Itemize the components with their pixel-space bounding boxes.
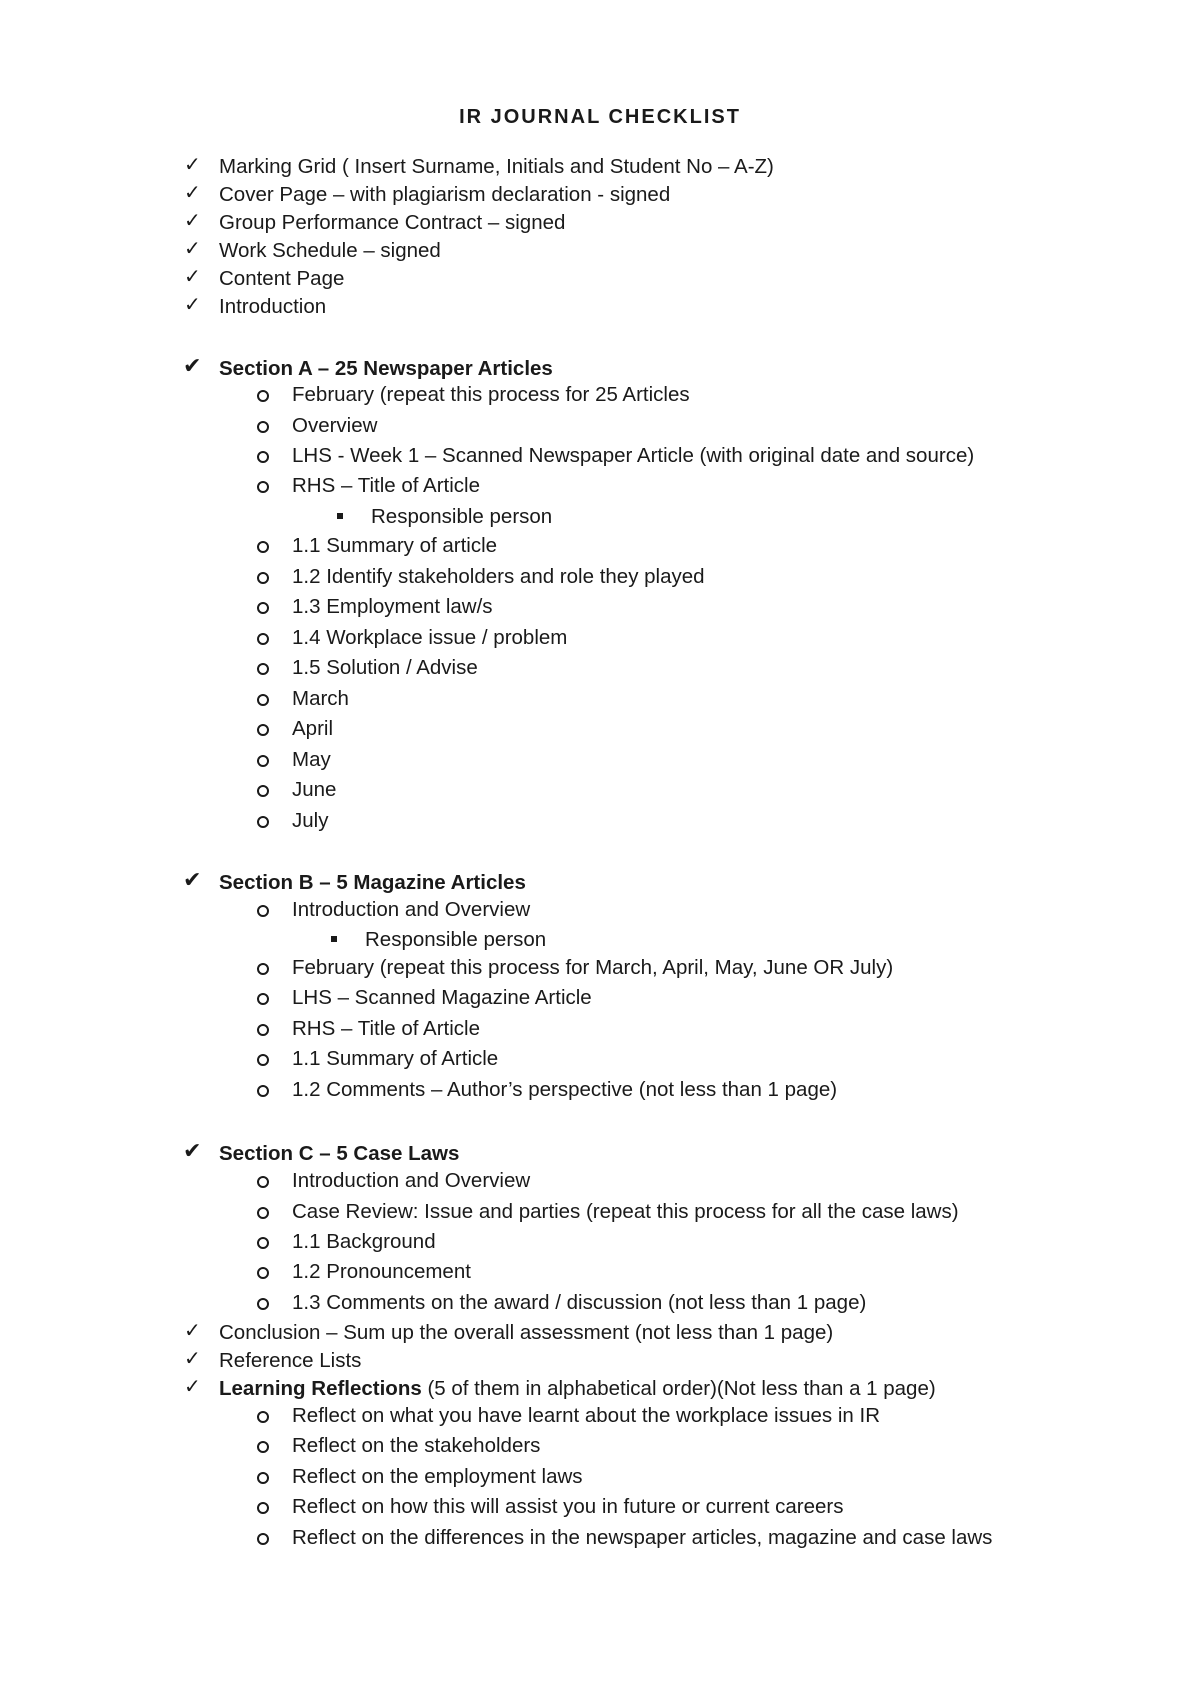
check-bold-icon: ✔ [183,353,202,378]
circle-bullet-icon [257,451,269,463]
list-item: LHS – Scanned Magazine Article [292,986,592,1009]
list-item: 1.3 Comments on the award / discussion (not less than 1 page) [292,1291,867,1314]
circle-bullet-icon [257,1024,269,1036]
circle-bullet-icon [257,1472,269,1484]
list-item: Reflect on the stakeholders [292,1434,541,1457]
circle-bullet-icon [257,816,269,828]
circle-bullet-icon [257,993,269,1005]
learning-reflections-note: (5 of them in alphabetical order)(Not less than a 1 page) [421,1377,936,1400]
list-item: 1.2 Identify stakeholders and role they played [292,565,705,588]
learning-reflections-heading [219,1377,936,1401]
list-item: 1.5 Solution / Advise [292,656,478,679]
list-item: Reference Lists [219,1349,362,1372]
list-item: Reflect on what you have learnt about the workplace issues in IR [292,1404,880,1427]
square-bullet-icon [337,513,343,519]
circle-bullet-icon [257,1267,269,1279]
check-icon: ✓ [184,238,201,260]
circle-bullet-icon [257,541,269,553]
circle-bullet-icon [257,1533,269,1545]
circle-bullet-icon [257,1237,269,1249]
list-item: Content Page [219,267,345,290]
circle-bullet-icon [257,785,269,797]
circle-bullet-icon [257,1411,269,1423]
circle-bullet-icon [257,1054,269,1066]
check-icon: ✓ [184,266,201,288]
square-bullet-icon [331,936,337,942]
check-icon: ✓ [184,294,201,316]
check-icon: ✓ [184,1320,201,1342]
list-item: Introduction and Overview [292,898,531,921]
list-item: February (repeat this process for March, April, May, June OR July) [292,956,894,979]
section-heading: Section C – 5 Case Laws [219,1142,460,1165]
circle-bullet-icon [257,1176,269,1188]
list-item: Cover Page – with plagiarism declaration - signed [219,183,671,206]
check-bold-icon: ✔ [183,1138,202,1163]
list-item: February (repeat this process for 25 Articles [292,383,690,406]
list-item: Reflect on how this will assist you in future or current careers [292,1495,844,1518]
circle-bullet-icon [257,905,269,917]
circle-bullet-icon [257,481,269,493]
check-icon: ✓ [184,182,201,204]
section-heading: Section A – 25 Newspaper Articles [219,357,553,380]
list-item: Responsible person [365,928,547,951]
circle-bullet-icon [257,724,269,736]
list-item: LHS - Week 1 – Scanned Newspaper Article (with original date and source) [292,444,975,467]
circle-bullet-icon [257,633,269,645]
list-item: Conclusion – Sum up the overall assessment (not less than 1 page) [219,1321,834,1344]
circle-bullet-icon [257,602,269,614]
list-item: June [292,778,337,801]
list-item: Introduction [219,295,327,318]
list-item: RHS – Title of Article [292,1017,480,1040]
check-icon: ✓ [184,154,201,176]
list-item: Overview [292,414,378,437]
circle-bullet-icon [257,1441,269,1453]
list-item: RHS – Title of Article [292,474,480,497]
list-item: April [292,717,334,740]
list-item: Reflect on the employment laws [292,1465,583,1488]
circle-bullet-icon [257,963,269,975]
list-item: Marking Grid ( Insert Surname, Initials and Student No – A-Z) [219,155,774,178]
circle-bullet-icon [257,390,269,402]
circle-bullet-icon [257,694,269,706]
list-item: 1.1 Background [292,1230,436,1253]
list-item: 1.4 Workplace issue / problem [292,626,568,649]
list-item: 1.1 Summary of Article [292,1047,499,1070]
list-item: Introduction and Overview [292,1169,531,1192]
circle-bullet-icon [257,1085,269,1097]
list-item: 1.1 Summary of article [292,534,498,557]
circle-bullet-icon [257,755,269,767]
check-icon: ✓ [184,210,201,232]
page-title: IR JOURNAL CHECKLIST [459,106,741,128]
list-item: May [292,748,331,771]
list-item: Case Review: Issue and parties (repeat this process for all the case laws) [292,1200,959,1223]
list-item: 1.3 Employment law/s [292,595,493,618]
check-icon: ✓ [184,1376,201,1398]
section-heading: Section B – 5 Magazine Articles [219,871,526,894]
circle-bullet-icon [257,663,269,675]
learning-reflections-label: Learning Reflections [219,1377,422,1400]
list-item: Work Schedule – signed [219,239,441,262]
list-item: Responsible person [371,505,553,528]
check-icon: ✓ [184,1348,201,1370]
circle-bullet-icon [257,1298,269,1310]
list-item: Reflect on the differences in the newspaper articles, magazine and case laws [292,1526,993,1549]
list-item: 1.2 Comments – Author’s perspective (not less than 1 page) [292,1078,838,1101]
list-item: July [292,809,329,832]
circle-bullet-icon [257,1502,269,1514]
list-item: March [292,687,349,710]
circle-bullet-icon [257,1207,269,1219]
circle-bullet-icon [257,572,269,584]
check-bold-icon: ✔ [183,867,202,892]
list-item: Group Performance Contract – signed [219,211,566,234]
list-item: 1.2 Pronouncement [292,1260,471,1283]
circle-bullet-icon [257,421,269,433]
